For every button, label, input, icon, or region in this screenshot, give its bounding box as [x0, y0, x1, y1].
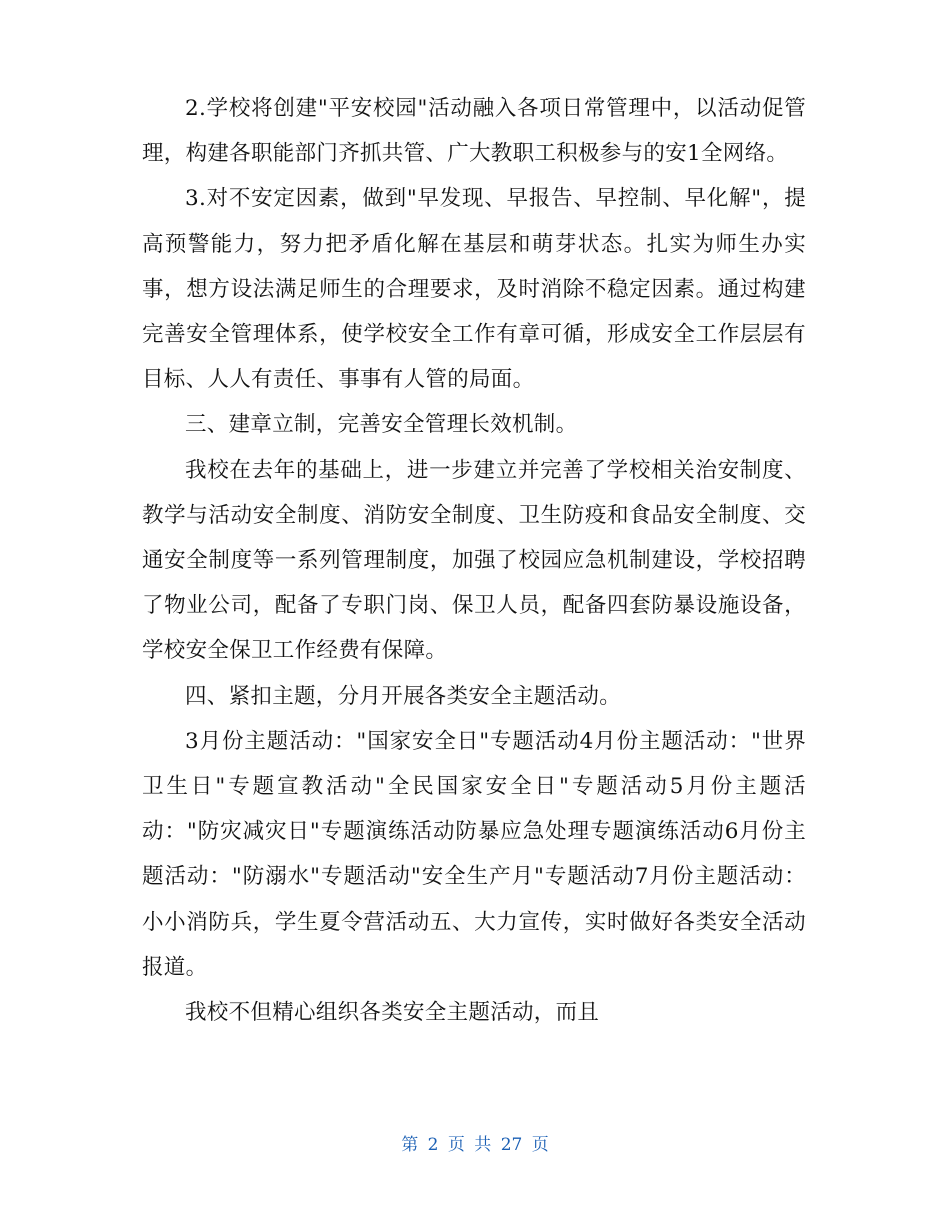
paragraph-4: 3月份主题活动："国家安全日"专题活动4月份主题活动："世界卫生日"专题宣教活动"全民国家安全日"专题活动5月份主题活动："防灾减灾日"专题演练活动防暴应急处理专题演练活动6月份主题活动："防溺水"专题活动"安全生产月"专题活动7月份主题活动：小小消防兵，学生夏令营活动五、大力宣传，实时做好各类安全活动报道。 [142, 728, 806, 980]
page-number-footer: 第 2 页 共 27 页 [401, 1135, 549, 1155]
section-heading-4: 四、紧扣主题，分月开展各类安全主题活动。 [185, 683, 622, 709]
section-heading-3: 三、建章立制，完善安全管理长效机制。 [185, 412, 578, 438]
paragraph-1: 2.学校将创建"平安校园"活动融入各项日常管理中，以活动促管理，构建各职能部门齐抓共管、广大教职工积极参与的安1全网络。 [142, 96, 806, 167]
paragraph-3: 我校在去年的基础上，进一步建立并完善了学校相关治安制度、教学与活动安全制度、消防安全制度、卫生防疫和食品安全制度、交通安全制度等一系列管理制度，加强了校园应急机制建设，学校招聘了物业公司，配备了专职门岗、保卫人员，配备四套防暴设施设备，学校安全保卫工作经费有保障。 [142, 457, 806, 664]
document-body [142, 86, 806, 1035]
paragraph-5: 我校不但精心组织各类安全主题活动，而且 [185, 1000, 600, 1026]
paragraph-2: 3.对不安定因素，做到"早发现、早报告、早控制、早化解"，提高预警能力，努力把矛盾化解在基层和萌芽状态。扎实为师生办实事，想方设法满足师生的合理要求，及时消除不稳定因素。通过构建完善安全管理体系，使学校安全工作有章可循，形成安全工作层层有目标、人人有责任、事事有人管的局面。 [142, 186, 806, 393]
